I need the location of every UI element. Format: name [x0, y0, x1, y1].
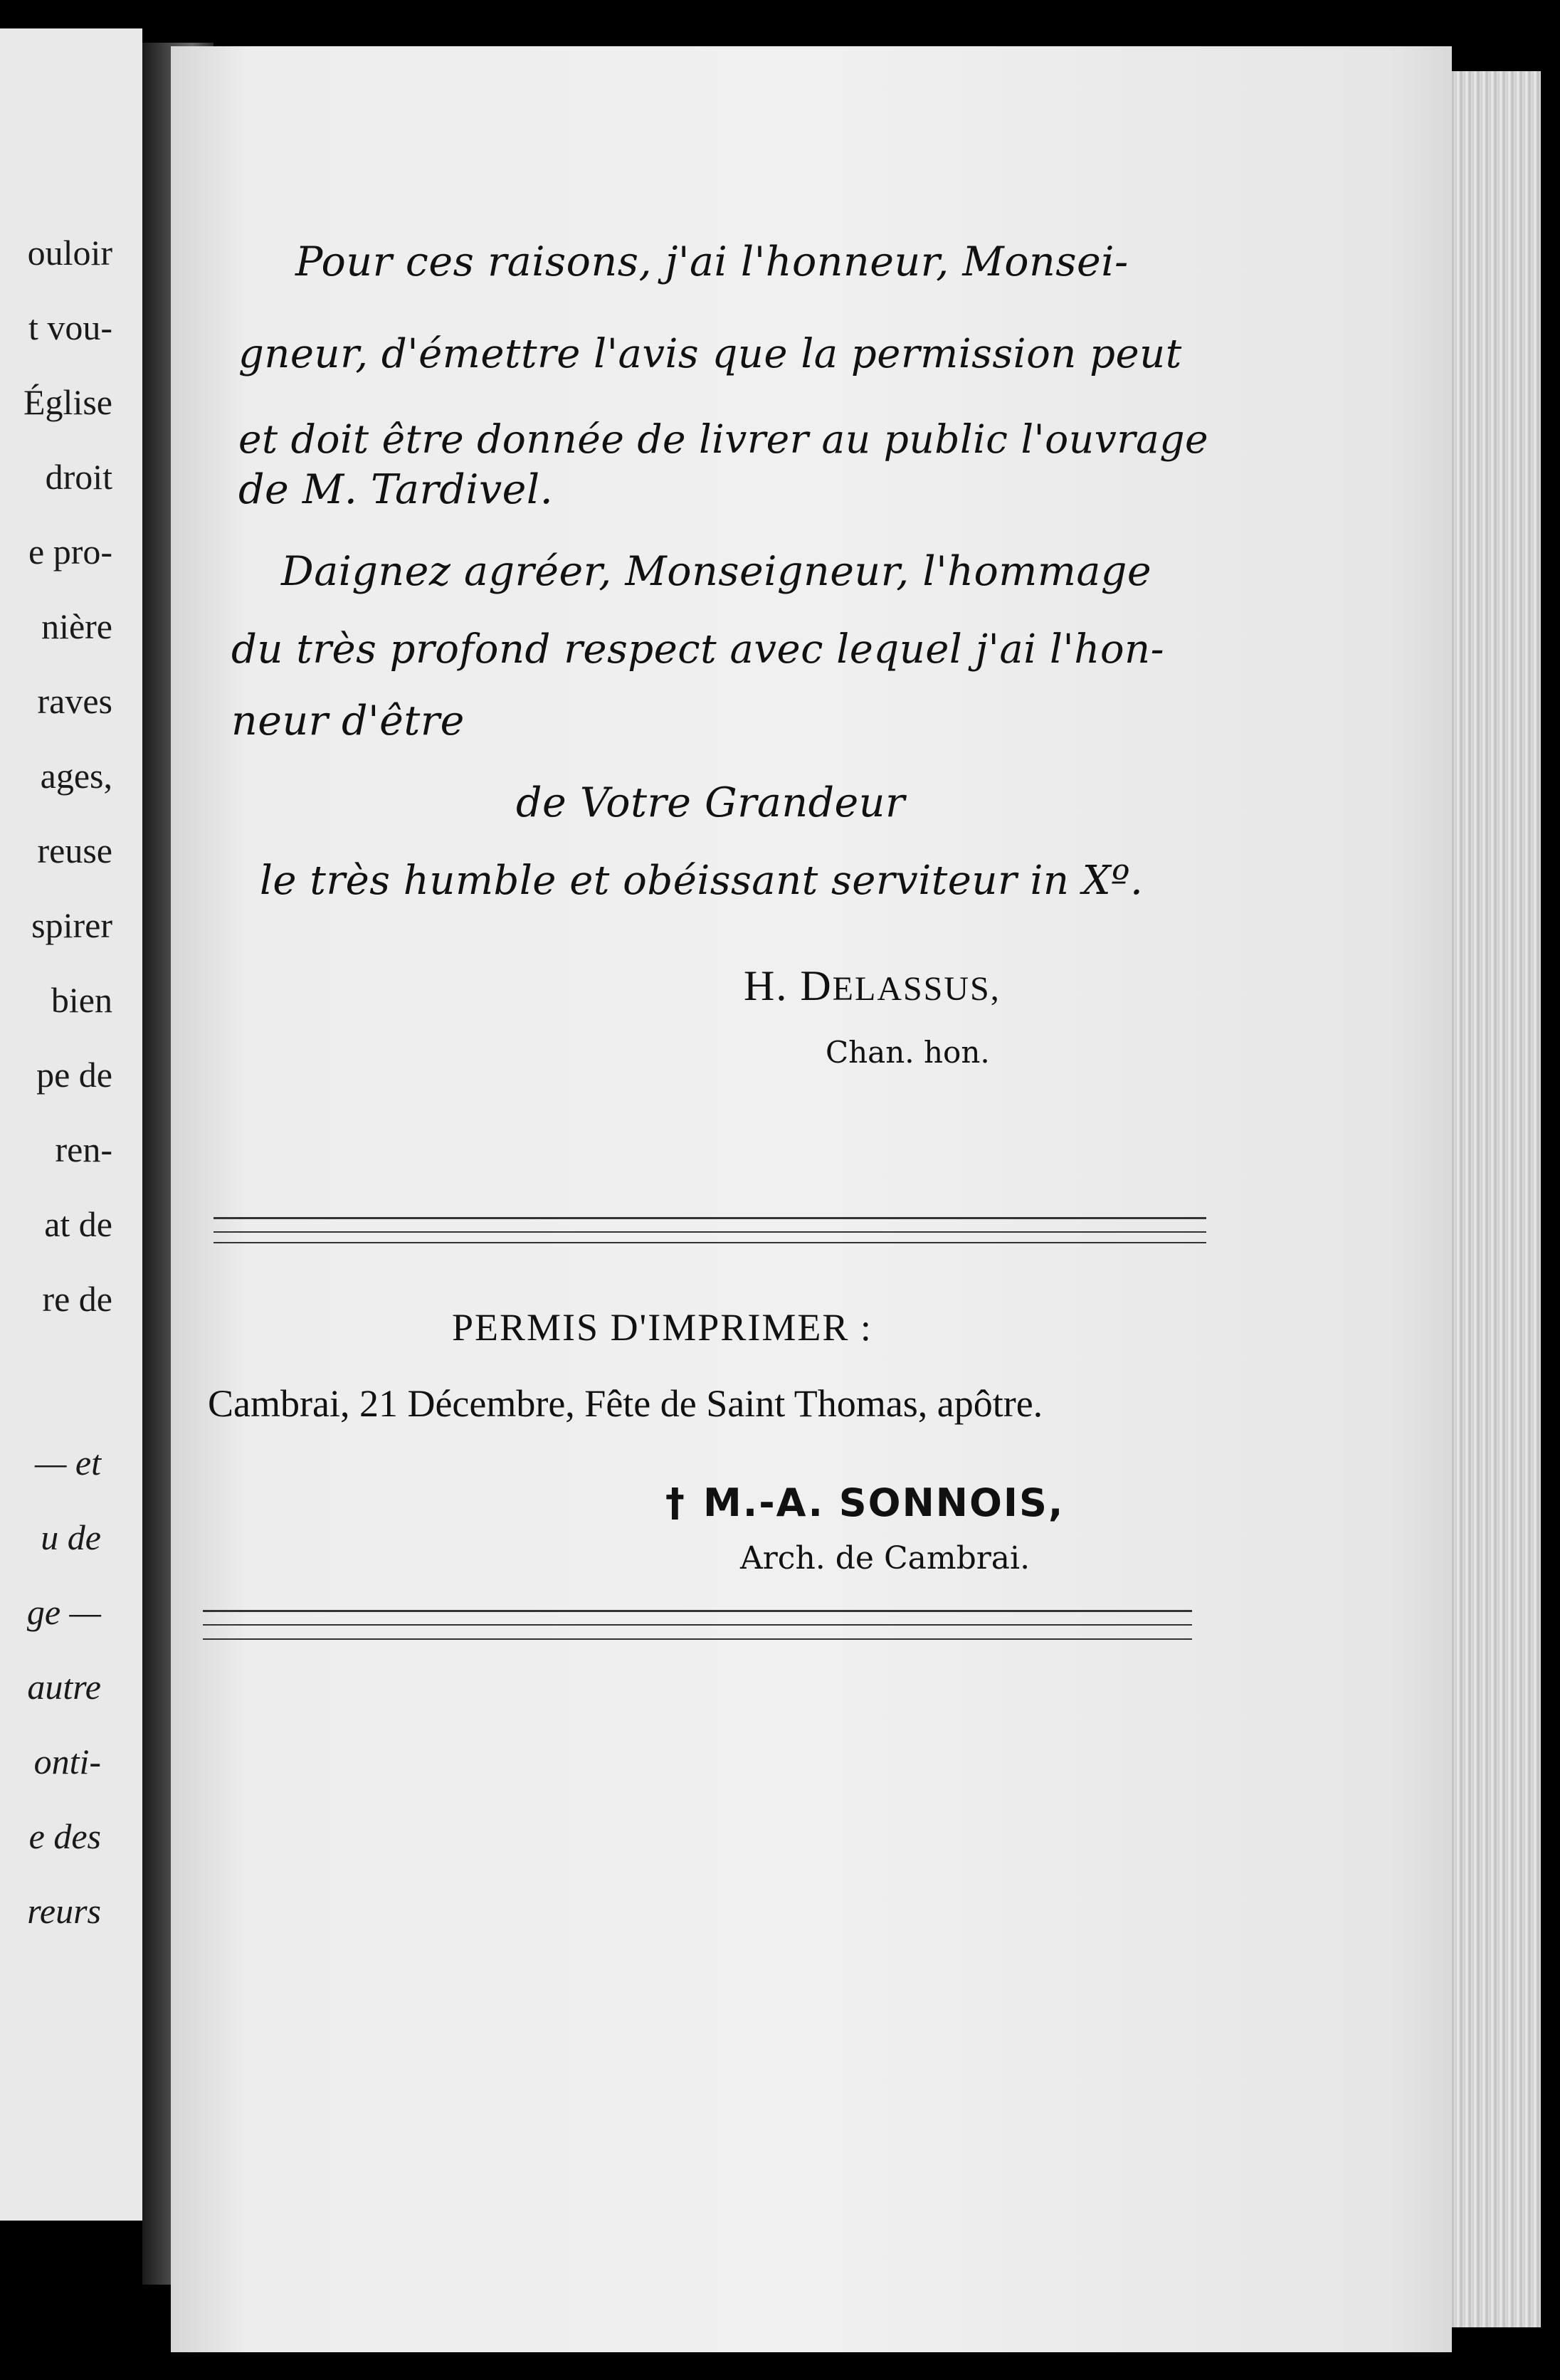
left-text-line: — et [34, 1443, 101, 1483]
left-text-line: Église [23, 382, 112, 422]
left-text-line: t vou- [28, 307, 112, 347]
left-text-line: ages, [40, 756, 112, 796]
imprimatur-place-date: Cambrai, 21 Décembre, Fête de Saint Thomas, apôtre. [208, 1382, 1043, 1425]
imprimatur-signature [665, 1480, 1065, 1525]
horizontal-rule [214, 1217, 1206, 1219]
left-text-line: onti- [33, 1742, 101, 1781]
left-facing-page [0, 28, 142, 2221]
left-text-line: e des [28, 1816, 101, 1856]
letter-line: Pour ces raisons, j'ai l'honneur, Monsei- [295, 238, 1129, 285]
horizontal-rule [203, 1638, 1192, 1640]
left-text-line: e pro- [28, 532, 112, 572]
horizontal-rule [214, 1231, 1206, 1233]
left-text-line: ge — [26, 1592, 101, 1632]
left-text-line: nière [41, 606, 112, 646]
main-page [171, 46, 1452, 2352]
left-text-line: u de [41, 1517, 101, 1557]
left-text-line: droit [45, 457, 112, 497]
letter-line: neur d'être [231, 697, 465, 744]
signature-name [744, 964, 1001, 1007]
closing-line: de Votre Grandeur [516, 779, 905, 826]
letter-line: du très profond respect avec lequel j'ai l'hon- [231, 626, 1165, 673]
left-text-line: ren- [55, 1130, 112, 1169]
letter-line: et doit être donnée de livrer au public l'ouvrage [238, 416, 1209, 462]
left-text-line: spirer [31, 905, 112, 945]
signature-surname: ELASSUS, [832, 970, 1001, 1008]
letter-line: de M. Tardivel. [238, 466, 554, 513]
left-text-line: re de [42, 1279, 112, 1319]
imprimatur-heading: PERMIS D'IMPRIMER : [452, 1306, 873, 1349]
left-text-line: ouloir [27, 233, 112, 273]
left-text-line: bien [51, 980, 112, 1020]
letter-line: Daignez agréer, Monseigneur, l'hommage [281, 548, 1152, 595]
horizontal-rule [214, 1242, 1206, 1243]
left-text-line: pe de [36, 1055, 112, 1095]
left-text-line: autre [27, 1667, 101, 1707]
imprimatur-signature-title: Arch. de Cambrai. [740, 1540, 1031, 1576]
cross-icon: † [665, 1480, 686, 1525]
signature-title: Chan. hon. [826, 1035, 990, 1070]
left-text-line: reuse [37, 831, 112, 870]
signature-initial: H. D [744, 962, 833, 1009]
left-text-line: reurs [27, 1891, 101, 1931]
closing-line: le très humble et obéissant serviteur in Xº. [260, 858, 1144, 904]
letter-line: gneur, d'émettre l'avis que la permission peut [238, 331, 1182, 377]
horizontal-rule [203, 1624, 1192, 1626]
left-text-line: raves [37, 681, 112, 721]
horizontal-rule [203, 1610, 1192, 1612]
left-text-line: at de [44, 1204, 112, 1244]
bishop-name: M.-A. SONNOIS, [703, 1480, 1065, 1525]
